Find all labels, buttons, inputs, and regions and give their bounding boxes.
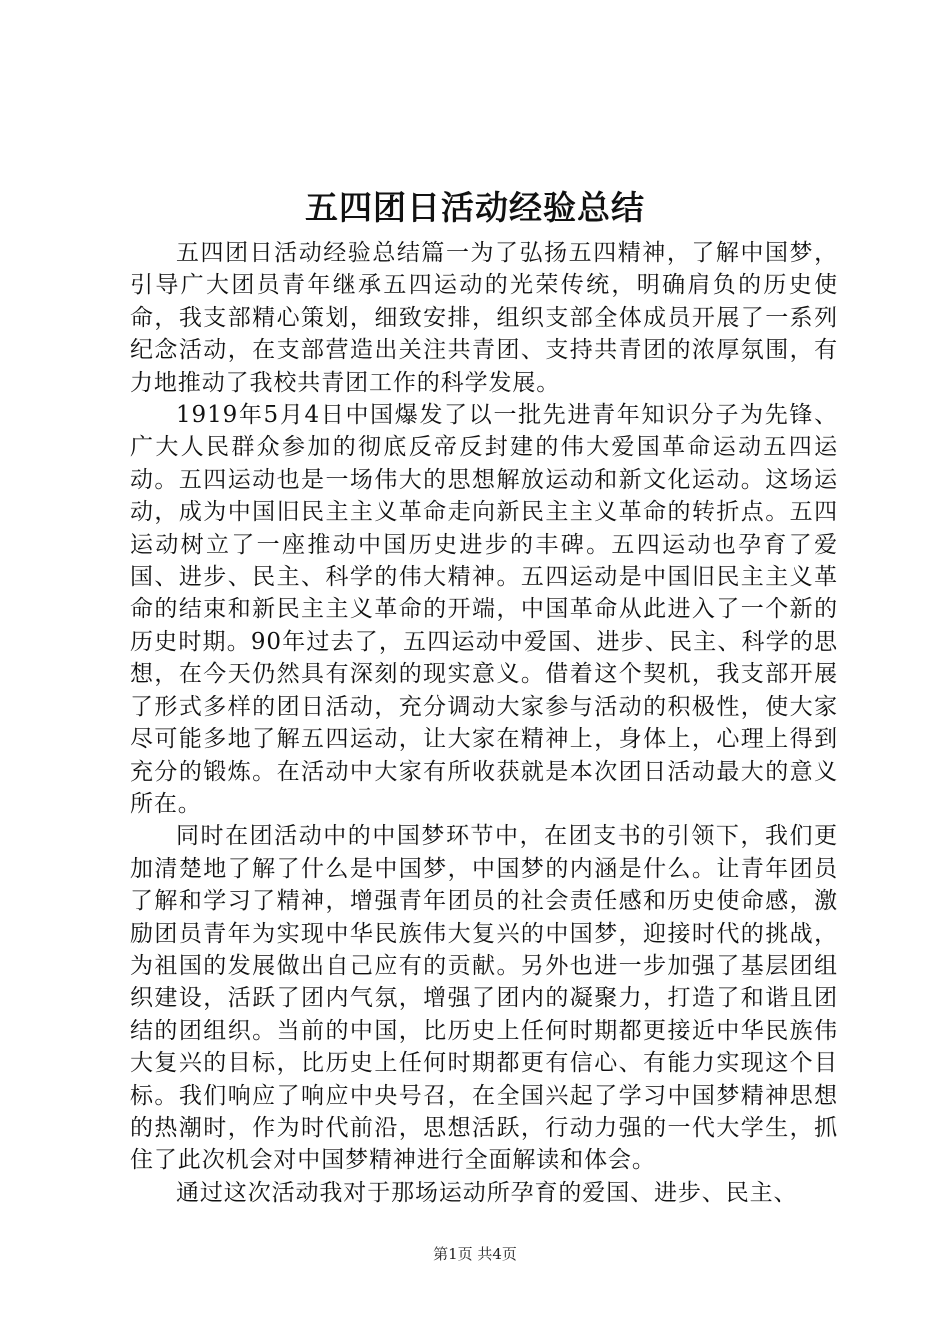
paragraph-3: 同时在团活动中的中国梦环节中，在团支书的引领下，我们更加清楚地了解了什么是中国梦，中国梦的内涵是什么。让青年团员了解和学习了精神，增强青年团员的社会责任感和历史使命感，激励团员青年为实现中华民族伟大复兴的中国梦，迎接时代的挑战，为祖国的发展做出自己应有的贡献。另外也进一步加强了基层团组织建设，活跃了团内气氛，增强了团内的凝聚力，打造了和谐且团结的团组织。当前的中国，比历史上任何时期都更接近中华民族伟大复兴的目标，比历史上任何时期都更有信心、有能力实现这个目标。我们响应了响应中央号召，在全国兴起了学习中国梦精神思想的热潮时，作为时代前沿，思想活跃，行动力强的一代大学生，抓住了此次机会对中国梦精神进行全面解读和体会。 <box>130 823 838 1174</box>
paragraph-1: 五四团日活动经验总结篇一为了弘扬五四精神，了解中国梦，引导广大团员青年继承五四运动的光荣传统，明确肩负的历史使命，我支部精心策划，细致安排，组织支部全体成员开展了一系列纪念活动，在支部营造出关注共青团、支持共青团的浓厚氛围，有力地推动了我校共青团工作的科学发展。 <box>130 240 838 396</box>
page-number-footer: 第1页 共4页 <box>433 1245 517 1263</box>
paragraph-4: 通过这次活动我对于那场运动所孕育的爱国、进步、民主、 <box>176 1179 798 1206</box>
paragraph-2: 1919年5月4日中国爆发了以一批先进青年知识分子为先锋、广大人民群众参加的彻底反帝反封建的伟大爱国革命运动五四运动。五四运动也是一场伟大的思想解放运动和新文化运动。这场运动，成为中国旧民主主义革命走向新民主主义革命的转折点。五四运动树立了一座推动中国历史进步的丰碑。五四运动也孕育了爱国、进步、民主、科学的伟大精神。五四运动是中国旧民主主义革命的结束和新民主主义革命的开端，中国革命从此进入了一个新的历史时期。90年过去了，五四运动中爱国、进步、民主、科学的思想，在今天仍然具有深刻的现实意义。借着这个契机，我支部开展了形式多样的团日活动，充分调动大家参与活动的积极性，使大家尽可能多地了解五四运动，让大家在精神上，身体上，心理上得到充分的锻炼。在活动中大家有所收获就是本次团日活动最大的意义所在。 <box>130 402 838 817</box>
document-body <box>130 237 838 1209</box>
document-title: 五四团日活动经验总结 <box>305 188 645 227</box>
